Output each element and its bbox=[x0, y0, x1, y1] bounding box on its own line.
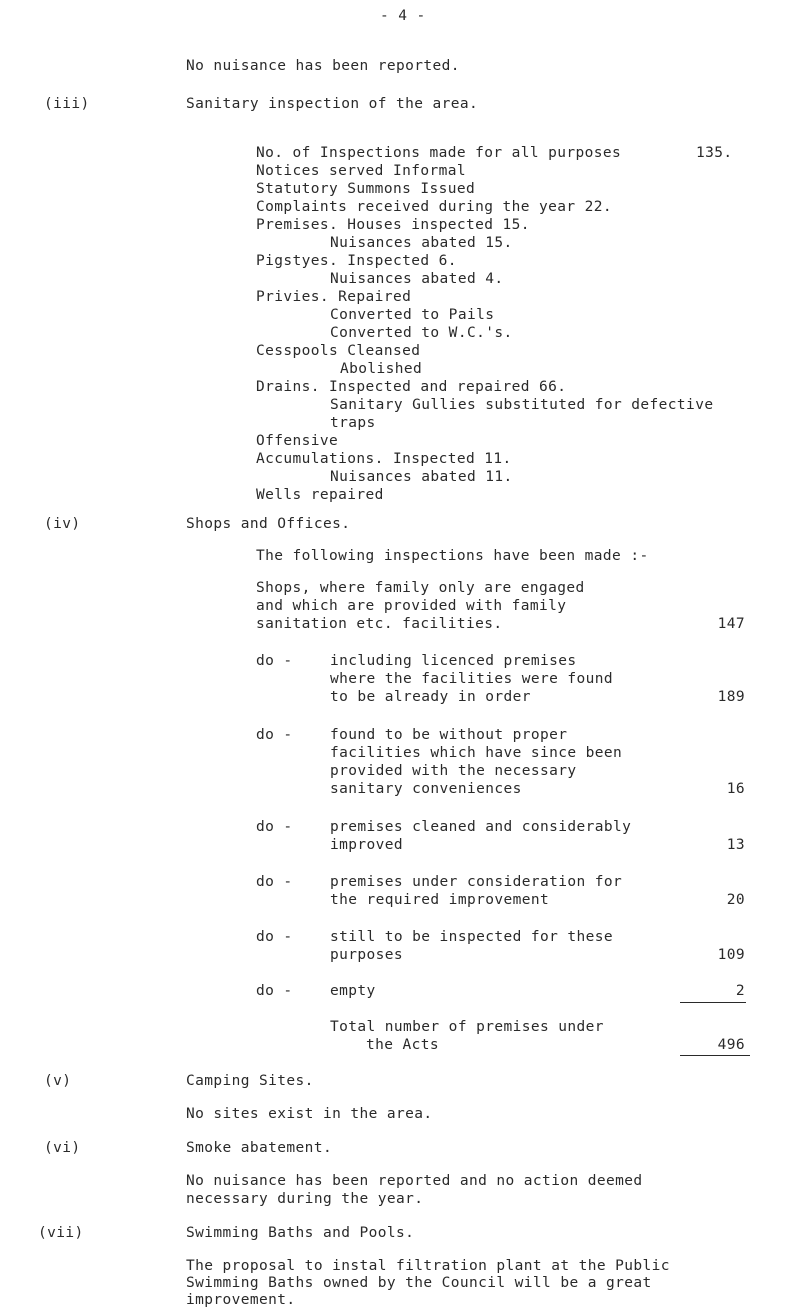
section-body-vii-line-1: Swimming Baths owned by the Council will be a great bbox=[186, 1275, 652, 1291]
subtotal-rule bbox=[680, 1002, 746, 1003]
premises-nuisances-line: Nuisances abated 15. bbox=[330, 235, 513, 251]
shops-row-1-line-1: where the facilities were found bbox=[330, 671, 614, 687]
accumulations-line: Accumulations. Inspected 11. bbox=[256, 451, 512, 467]
shops-row-1-line-0: including licenced premises bbox=[330, 653, 577, 669]
shops-total-value: 496 bbox=[717, 1037, 745, 1053]
shops-row-1-prefix: do - bbox=[256, 653, 293, 669]
accumulations-nuisances-line: Nuisances abated 11. bbox=[330, 469, 513, 485]
pigstyes-nuisances-line: Nuisances abated 4. bbox=[330, 271, 504, 287]
shops-row-5-line-1: purposes bbox=[330, 947, 404, 963]
gullies-traps-line: traps bbox=[330, 415, 376, 431]
cesspools-line: Cesspools Cleansed bbox=[256, 343, 421, 359]
shops-row-3-prefix: do - bbox=[256, 819, 293, 835]
shops-row-2-value: 16 bbox=[726, 781, 745, 797]
shops-row-6-value: 2 bbox=[735, 983, 745, 999]
section-number-v: (v) bbox=[44, 1073, 72, 1089]
section-number-iii: (iii) bbox=[44, 96, 90, 112]
shops-row-4-line-1: the required improvement bbox=[330, 892, 550, 908]
shops-row-1-line-2: to be already in order bbox=[330, 689, 531, 705]
section-title-iii: Sanitary inspection of the area. bbox=[186, 96, 479, 112]
section-body-vii-line-0: The proposal to instal filtration plant at the Public bbox=[186, 1258, 670, 1274]
premises-line: Premises. Houses inspected 15. bbox=[256, 217, 530, 233]
shops-row-4-value: 20 bbox=[726, 892, 745, 908]
shops-row-5-line-0: still to be inspected for these bbox=[330, 929, 614, 945]
section-title-iv: Shops and Offices. bbox=[186, 516, 351, 532]
shops-row-0-line-1: and which are provided with family bbox=[256, 598, 567, 614]
shops-row-0-line-2: sanitation etc. facilities. bbox=[256, 616, 503, 632]
shops-row-0-line-0: Shops, where family only are engaged bbox=[256, 580, 585, 596]
shops-row-3-line-0: premises cleaned and considerably bbox=[330, 819, 632, 835]
notices-line: Notices served Informal bbox=[256, 163, 466, 179]
section-title-vi: Smoke abatement. bbox=[186, 1140, 333, 1156]
cesspools-abolished-line: Abolished bbox=[340, 361, 423, 377]
gullies-line: Sanitary Gullies substituted for defective bbox=[330, 397, 714, 413]
shops-row-3-value: 13 bbox=[726, 837, 745, 853]
privies-line: Privies. Repaired bbox=[256, 289, 412, 305]
pigstyes-line: Pigstyes. Inspected 6. bbox=[256, 253, 457, 269]
shops-row-6-line-0: empty bbox=[330, 983, 376, 999]
drains-line: Drains. Inspected and repaired 66. bbox=[256, 379, 567, 395]
section-body-v: No sites exist in the area. bbox=[186, 1106, 433, 1122]
page-number: - 4 - bbox=[380, 8, 426, 24]
statutory-line: Statutory Summons Issued bbox=[256, 181, 476, 197]
shops-intro: The following inspections have been made :- bbox=[256, 548, 649, 564]
shops-row-2-line-0: found to be without proper bbox=[330, 727, 568, 743]
shops-row-6-prefix: do - bbox=[256, 983, 293, 999]
shops-row-1-value: 189 bbox=[717, 689, 745, 705]
wells-line: Wells repaired bbox=[256, 487, 384, 503]
shops-row-0-value: 147 bbox=[717, 616, 745, 632]
shops-total-line-0: Total number of premises under bbox=[330, 1019, 604, 1035]
shops-row-4-line-0: premises under consideration for bbox=[330, 874, 623, 890]
intro-line: No nuisance has been reported. bbox=[186, 58, 460, 74]
complaints-line: Complaints received during the year 22. bbox=[256, 199, 613, 215]
shops-row-2-line-2: provided with the necessary bbox=[330, 763, 577, 779]
shops-row-2-line-3: sanitary conveniences bbox=[330, 781, 522, 797]
section-body-vii-line-2: improvement. bbox=[186, 1292, 296, 1308]
shops-row-2-line-1: facilities which have since been bbox=[330, 745, 623, 761]
shops-row-5-prefix: do - bbox=[256, 929, 293, 945]
shops-row-2-prefix: do - bbox=[256, 727, 293, 743]
section-number-iv: (iv) bbox=[44, 516, 81, 532]
section-title-v: Camping Sites. bbox=[186, 1073, 314, 1089]
inspections-total: 135. bbox=[696, 145, 733, 161]
shops-row-4-prefix: do - bbox=[256, 874, 293, 890]
shops-row-3-line-1: improved bbox=[330, 837, 404, 853]
shops-row-5-value: 109 bbox=[717, 947, 745, 963]
shops-total-line-1: the Acts bbox=[366, 1037, 440, 1053]
section-body-vi-line-1: necessary during the year. bbox=[186, 1191, 424, 1207]
section-number-vi: (vi) bbox=[44, 1140, 81, 1156]
offensive-line: Offensive bbox=[256, 433, 339, 449]
inspections-line: No. of Inspections made for all purposes bbox=[256, 145, 622, 161]
section-body-vi-line-0: No nuisance has been reported and no action deemed bbox=[186, 1173, 643, 1189]
privies-wc-line: Converted to W.C.'s. bbox=[330, 325, 513, 341]
section-number-vii: (vii) bbox=[38, 1225, 84, 1241]
total-rule bbox=[680, 1055, 750, 1056]
section-title-vii: Swimming Baths and Pools. bbox=[186, 1225, 415, 1241]
privies-pails-line: Converted to Pails bbox=[330, 307, 495, 323]
